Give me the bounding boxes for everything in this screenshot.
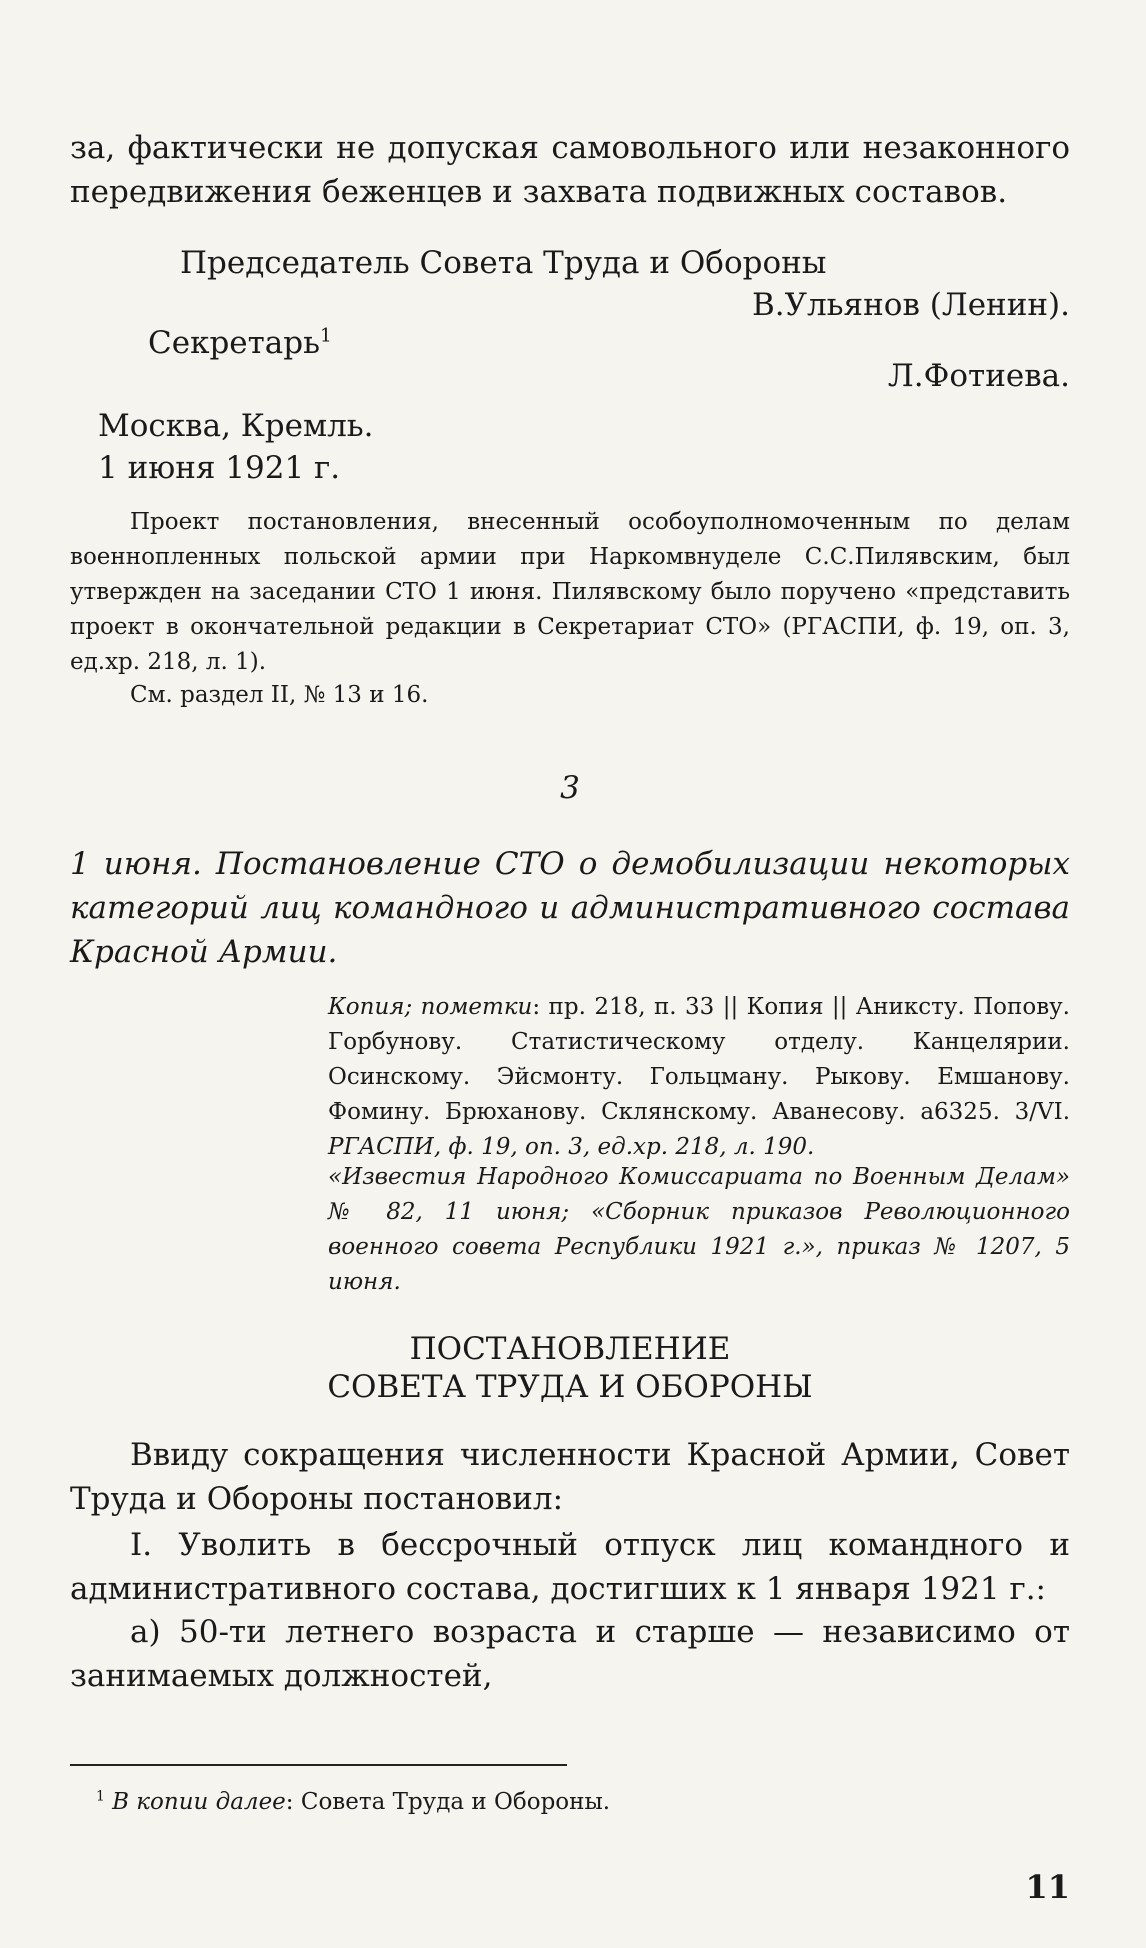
- secretary-signature: Л.Фотиева.: [887, 358, 1070, 394]
- publication-note: «Известия Народного Комиссариата по Военным Делам» № 82, 11 июня; «Сборник приказов Революционного военного совета Республики 1921 г.», приказ № 1207, 5 июня.: [328, 1164, 1070, 1295]
- item-1a-paragraph: а) 50-ти летнего возраста и старше — независимо от занимаемых должностей,: [70, 1614, 1070, 1694]
- footnote-1: $^1$ В копии далее: Совета Труда и Обороны.: [96, 1788, 611, 1815]
- item-1-paragraph: I. Уволить в бессрочный отпуск лиц командного и административного состава, достигших к 1 января 1921 г.:: [70, 1527, 1070, 1607]
- footnote-number: 1: [96, 1788, 105, 1805]
- resolution-title-line1: ПОСТАНОВЛЕНИЕ: [409, 1331, 731, 1367]
- footnote-divider: [70, 1764, 567, 1766]
- resolution-title-line2: СОВЕТА ТРУДА И ОБОРОНЫ: [327, 1369, 813, 1405]
- see-also-note: См. раздел II, № 13 и 16.: [130, 682, 429, 708]
- place: Москва, Кремль.: [98, 408, 374, 444]
- document-heading: 1 июня. Постановление СТО о демобилизации некоторых категорий лиц командного и административного состава Красной Армии.: [70, 846, 1070, 970]
- chairman-title: Председатель Совета Труда и Обороны: [180, 245, 827, 281]
- chairman-signature: В.Ульянов (Ленин).: [751, 287, 1070, 323]
- document-number: 3: [560, 770, 580, 806]
- opening-paragraph: за, фактически не допуская самовольного или незаконного передвижения беженцев и захвата подвижных составов.: [70, 130, 1070, 210]
- draft-note: Проект постановления, внесенный особоуполномоченным по делам военнопленных польской армии при Наркомвнуделе С.С.Пилявским, был утвержден на заседании СТО 1 июня. Пилявскому было поручено «представить проект в окончательной редакции в Секретариат СТО» (РГАСПИ, ф. 19, оп. 3, ед.хр. 218, л. 1).: [70, 509, 1070, 675]
- page-number: 11: [1025, 1868, 1070, 1906]
- date: 1 июня 1921 г.: [98, 450, 341, 486]
- source-copy-note: Копия; пометки: пр. 218, п. 33 || Копия || Аниксту. Попову. Горбунову. Статистическому отделу. Канцелярии. Осинскому. Эйсмонту. Гольцману. Рыкову. Емшанову. Фомину. Брюханову. Склянскому. Аванесову. а6325. 3/VI. РГАСПИ, ф. 19, оп. 3, ед.хр. 218, л. 190.: [328, 994, 1070, 1160]
- footnote-ref-1: 1: [319, 325, 332, 347]
- intro-paragraph: Ввиду сокращения численности Красной Армии, Совет Труда и Обороны постановил:: [70, 1437, 1070, 1517]
- secretary-title: Секретарь$^1$: [148, 325, 332, 361]
